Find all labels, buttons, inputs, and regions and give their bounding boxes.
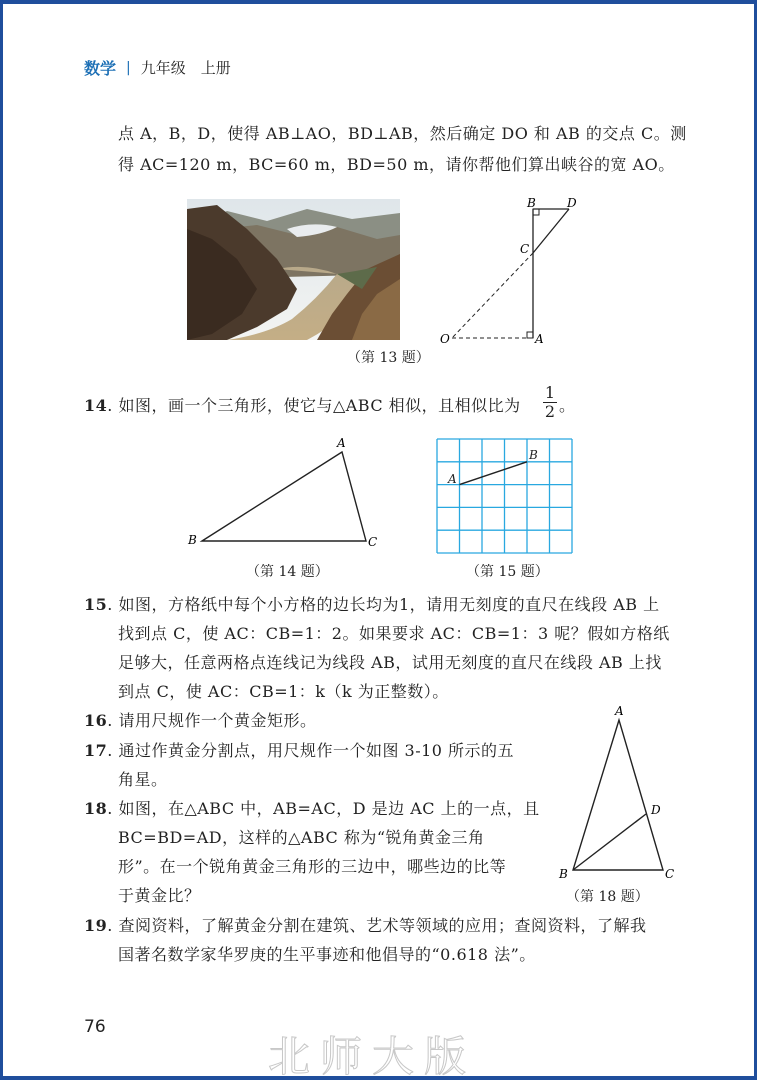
q16-text: . 请用尺规作一个黄金矩形。	[107, 711, 317, 730]
q19-number: 19	[84, 916, 108, 935]
fraction-numerator: 1	[544, 383, 556, 402]
page-frame-top	[0, 0, 757, 4]
page-number: 76	[84, 1017, 106, 1037]
fraction-denominator: 2	[544, 402, 556, 421]
segment-bd	[573, 814, 646, 870]
label-a: A	[337, 436, 346, 450]
q14-caption: （第 14 题）	[246, 564, 329, 580]
q15-line-3: 足够大，任意两格点连线记为线段 AB，试用无刻度的直尺在线段 AB 上找	[118, 653, 662, 672]
q14-ratio-fraction	[543, 384, 557, 421]
q16-number: 16	[84, 711, 108, 730]
q17-line-2: 角星。	[118, 770, 168, 789]
q17-line-1	[84, 736, 514, 765]
segment-dc	[533, 209, 569, 253]
label-a: A	[448, 472, 457, 486]
q17-text-1: . 通过作黄金分割点，用尺规作一个如图 3-10 所示的五	[107, 741, 515, 760]
header-subject: 数学	[84, 59, 117, 78]
segment-co-dashed	[452, 253, 533, 338]
right-angle-a	[527, 332, 533, 338]
header-grade: 九年级 上册	[140, 59, 231, 77]
q18-golden-triangle-diagram	[555, 700, 685, 880]
q15-caption: （第 15 题）	[466, 564, 549, 580]
q17-number: 17	[84, 741, 108, 760]
q18-line-1	[84, 794, 540, 823]
label-c: C	[520, 242, 530, 256]
label-d: D	[651, 803, 661, 817]
q18-caption: （第 18 题）	[566, 889, 649, 905]
label-o: O	[440, 332, 450, 346]
q13-diagram	[430, 195, 590, 350]
header-separator: |	[126, 59, 131, 76]
q18-number: 18	[84, 799, 108, 818]
q14-line	[84, 391, 521, 420]
label-d: D	[567, 196, 577, 210]
q15-number: 15	[84, 595, 108, 614]
q15-text-1: . 如图，方格纸中每个小方格的边长均为1，请用无刻度的直尺在线段 AB 上	[107, 595, 660, 614]
q14-tail: 。	[559, 396, 576, 415]
label-a: A	[535, 332, 544, 346]
q15-line-2: 找到点 C，使 AC：CB=1：2。如果要求 AC：CB=1：3 呢？假如方格纸	[118, 624, 670, 643]
triangle-abc	[202, 452, 366, 541]
q15-grid-diagram	[436, 438, 576, 556]
q16-line	[84, 706, 316, 735]
running-header	[84, 56, 231, 79]
q14-triangle-diagram	[180, 430, 390, 555]
label-c: C	[368, 535, 378, 549]
label-b: B	[188, 533, 197, 547]
segment-ab	[460, 462, 528, 485]
q15-line-4: 到点 C，使 AC：CB=1：k（k 为正整数）。	[118, 682, 449, 701]
canyon-photo	[187, 199, 400, 340]
page-frame-left	[0, 0, 3, 1080]
label-a: A	[615, 704, 624, 718]
q15-line-1	[84, 590, 660, 619]
label-c: C	[665, 867, 675, 880]
label-b: B	[559, 867, 568, 880]
publisher-watermark: 北师大版	[268, 1032, 477, 1081]
q18-line-2: BC=BD=AD，这样的△ABC 称为“锐角黄金三角	[118, 828, 485, 847]
q18-line-4: 于黄金比？	[118, 886, 201, 905]
q13-line-1: 点 A，B，D，使得 AB⊥AO，BD⊥AB，然后确定 DO 和 AB 的交点 C。测	[118, 124, 687, 143]
q14-text: . 如图，画一个三角形，使它与△ABC 相似，且相似比为	[107, 396, 521, 415]
q18-text-1: . 如图，在△ABC 中，AB=AC，D 是边 AC 上的一点，且	[107, 799, 540, 818]
label-b: B	[529, 448, 538, 462]
q14-number: 14	[84, 396, 108, 415]
q18-line-3: 形”。在一个锐角黄金三角形的三边中，哪些边的比等	[118, 857, 507, 876]
q13-caption: （第 13 题）	[347, 350, 430, 366]
label-b: B	[527, 196, 536, 210]
q19-line-1	[84, 911, 646, 940]
square-grid	[437, 439, 572, 553]
q19-text-1: . 查阅资料，了解黄金分割在建筑、艺术等领域的应用；查阅资料，了解我	[107, 916, 647, 935]
q19-line-2: 国著名数学家华罗庚的生平事迹和他倡导的“0.618 法”。	[118, 945, 536, 964]
triangle-abc	[573, 720, 663, 870]
q13-line-2: 得 AC=120 m，BC=60 m，BD=50 m，请你帮他们算出峡谷的宽 AO。	[118, 155, 675, 174]
